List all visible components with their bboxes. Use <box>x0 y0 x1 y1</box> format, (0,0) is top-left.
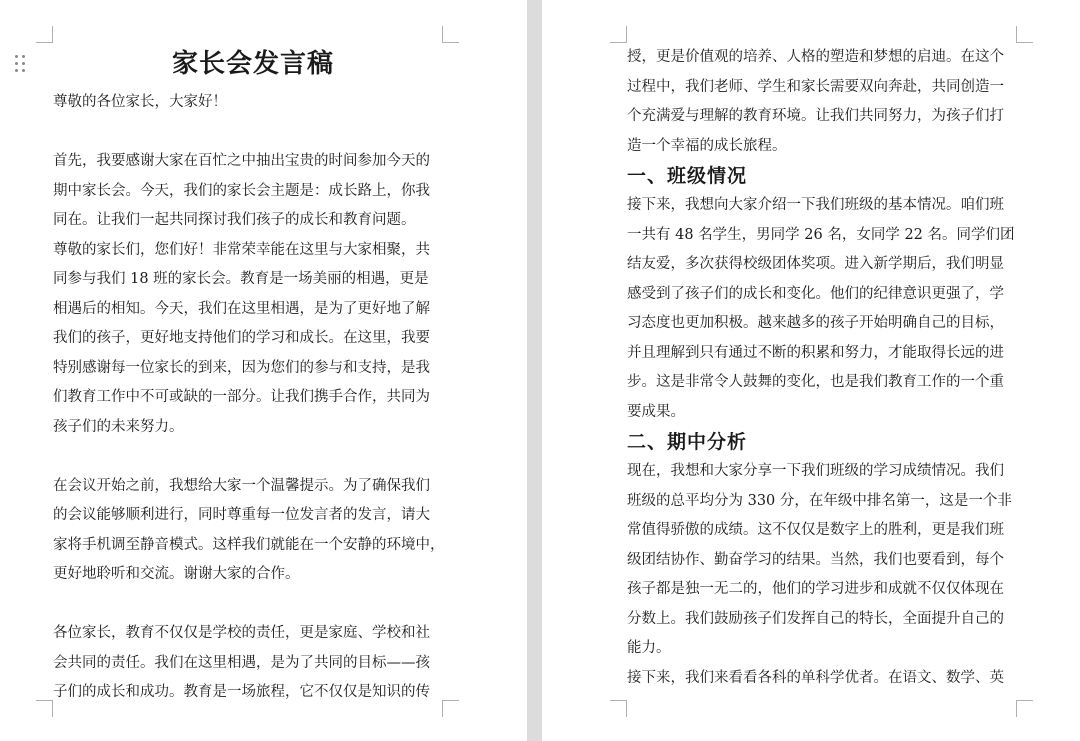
text-line: 授，更是价值观的培养、人格的塑造和梦想的启迪。在这个 <box>627 49 1004 65</box>
paragraph-spacer <box>53 118 453 148</box>
text-line: 在会议开始之前，我想给大家一个温馨提示。为了确保我们 <box>53 477 430 494</box>
document-title: 家长会发言稿 <box>171 49 334 79</box>
crop-mark-top-left <box>610 26 627 43</box>
crop-mark-bottom-right <box>1016 700 1033 717</box>
document-page-right <box>542 0 1080 741</box>
crop-mark-top-right <box>442 26 459 43</box>
text-line: 孩子都是独一无二的，他们的学习进步和成就不仅仅体现在 <box>627 581 1004 597</box>
text-line: 常值得骄傲的成绩。这不仅仅是数字上的胜利，更是我们班 <box>627 522 1004 538</box>
text-line: 会共同的责任。我们在这里相遇，是为了共同的目标——孩 <box>53 654 430 671</box>
text-line: 一共有 48 名学生，男同学 26 名，女同学 22 名。同学们团 <box>627 226 1015 243</box>
crop-mark-top-right <box>1016 26 1033 43</box>
text-line: 首先，我要感谢大家在百忙之中抽出宝贵的时间参加今天的 <box>53 153 430 169</box>
text-line: 们教育工作中不可或缺的一部分。让我们携手合作，共同为 <box>53 389 430 405</box>
text-line: 的会议能够顺利进行，同时尊重每一位发言者的发言，请大 <box>53 507 430 523</box>
text-line: 更好地聆听和交流。谢谢大家的合作。 <box>53 566 300 582</box>
text-line: 我们的孩子，更好地支持他们的学习和成长。在这里，我要 <box>53 330 430 346</box>
left-page-body[interactable] <box>53 42 453 708</box>
section-body-midterm-analysis <box>627 457 1027 693</box>
right-page-body[interactable] <box>627 43 1027 693</box>
text-line: 结友爱，多次获得校级团体奖项。进入新学期后，我们明显 <box>627 256 1004 272</box>
text-line: 特别感谢每一位家长的到来，因为您们的参与和支持，是我 <box>53 359 430 376</box>
paragraph <box>53 472 453 590</box>
continued-paragraph <box>627 43 1027 161</box>
text-line: 同在。让我们一起共同探讨我们孩子的成长和教育问题。 <box>53 212 416 228</box>
paragraph-spacer <box>53 442 453 472</box>
section-heading-midterm-analysis: 二、期中分析 <box>627 431 748 453</box>
paragraph-spacer <box>53 590 453 620</box>
section-body-class-info <box>627 191 1027 427</box>
left-paragraphs <box>53 88 453 708</box>
text-line: 各位家长，教育不仅仅是学校的责任，更是家庭、学校和社 <box>53 625 430 641</box>
text-line: 过程中，我们老师、学生和家长需要双向奔赴，共同创造一 <box>627 78 1004 95</box>
text-line: 接下来，我想向大家介绍一下我们班级的基本情况。咱们班 <box>627 197 1004 213</box>
paragraph <box>53 147 453 442</box>
table-move-handle-icon[interactable] <box>15 55 27 73</box>
text-line: 并且理解到只有通过不断的积累和努力，才能取得长远的进 <box>627 344 1004 361</box>
text-line: 能力。 <box>627 640 671 656</box>
text-line: 班级的总平均分为 330 分，在年级中排名第一，这是一个非 <box>627 492 1012 509</box>
text-line: 分数上。我们鼓励孩子们发挥自己的特长，全面提升自己的 <box>627 610 1004 627</box>
text-line: 感受到了孩子们的成长和变化。他们的纪律意识更强了，学 <box>627 285 1004 302</box>
text-line: 级团结协作、勤奋学习的结果。当然，我们也要看到，每个 <box>627 551 1004 568</box>
text-line: 个充满爱与理解的教育环境。让我们共同努力，为孩子们打 <box>627 108 1004 124</box>
text-line: 造一个幸福的成长旅程。 <box>627 137 787 154</box>
text-line: 要成果。 <box>627 403 685 420</box>
section-heading-class-info: 一、班级情况 <box>627 165 748 187</box>
text-line: 接下来，我们来看看各科的单科学优者。在语文、数学、英 <box>627 669 1004 686</box>
text-line: 现在，我想和大家分享一下我们班级的学习成绩情况。我们 <box>627 463 1004 479</box>
text-line: 尊敬的家长们，您们好！非常荣幸能在这里与大家相聚，共 <box>53 241 430 258</box>
document-page-left <box>0 0 527 741</box>
paragraph <box>53 88 453 118</box>
crop-mark-bottom-left <box>610 700 627 717</box>
text-line: 习态度也更加积极。越来越多的孩子开始明确自己的目标， <box>627 315 1004 331</box>
crop-mark-bottom-left <box>36 700 53 717</box>
text-line: 同参与我们 18 班的家长会。教育是一场美丽的相遇，更是 <box>53 271 429 287</box>
paragraph <box>53 619 453 708</box>
text-line: 步。这是非常令人鼓舞的变化，也是我们教育工作的一个重 <box>627 374 1004 390</box>
text-line: 相遇后的相知。今天，我们在这里相遇，是为了更好地了解 <box>53 300 430 317</box>
text-line: 期中家长会。今天，我们的家长会主题是：成长路上，你我 <box>53 182 430 199</box>
text-line: 子们的成长和成功。教育是一场旅程，它不仅仅是知识的传 <box>53 684 430 700</box>
text-line: 孩子们的未来努力。 <box>53 418 184 435</box>
text-line: 尊敬的各位家长，大家好！ <box>53 94 227 110</box>
text-line: 家将手机调至静音模式。这样我们就能在一个安静的环境中， <box>53 536 445 553</box>
crop-mark-top-left <box>36 26 53 43</box>
page-gutter <box>527 0 542 741</box>
